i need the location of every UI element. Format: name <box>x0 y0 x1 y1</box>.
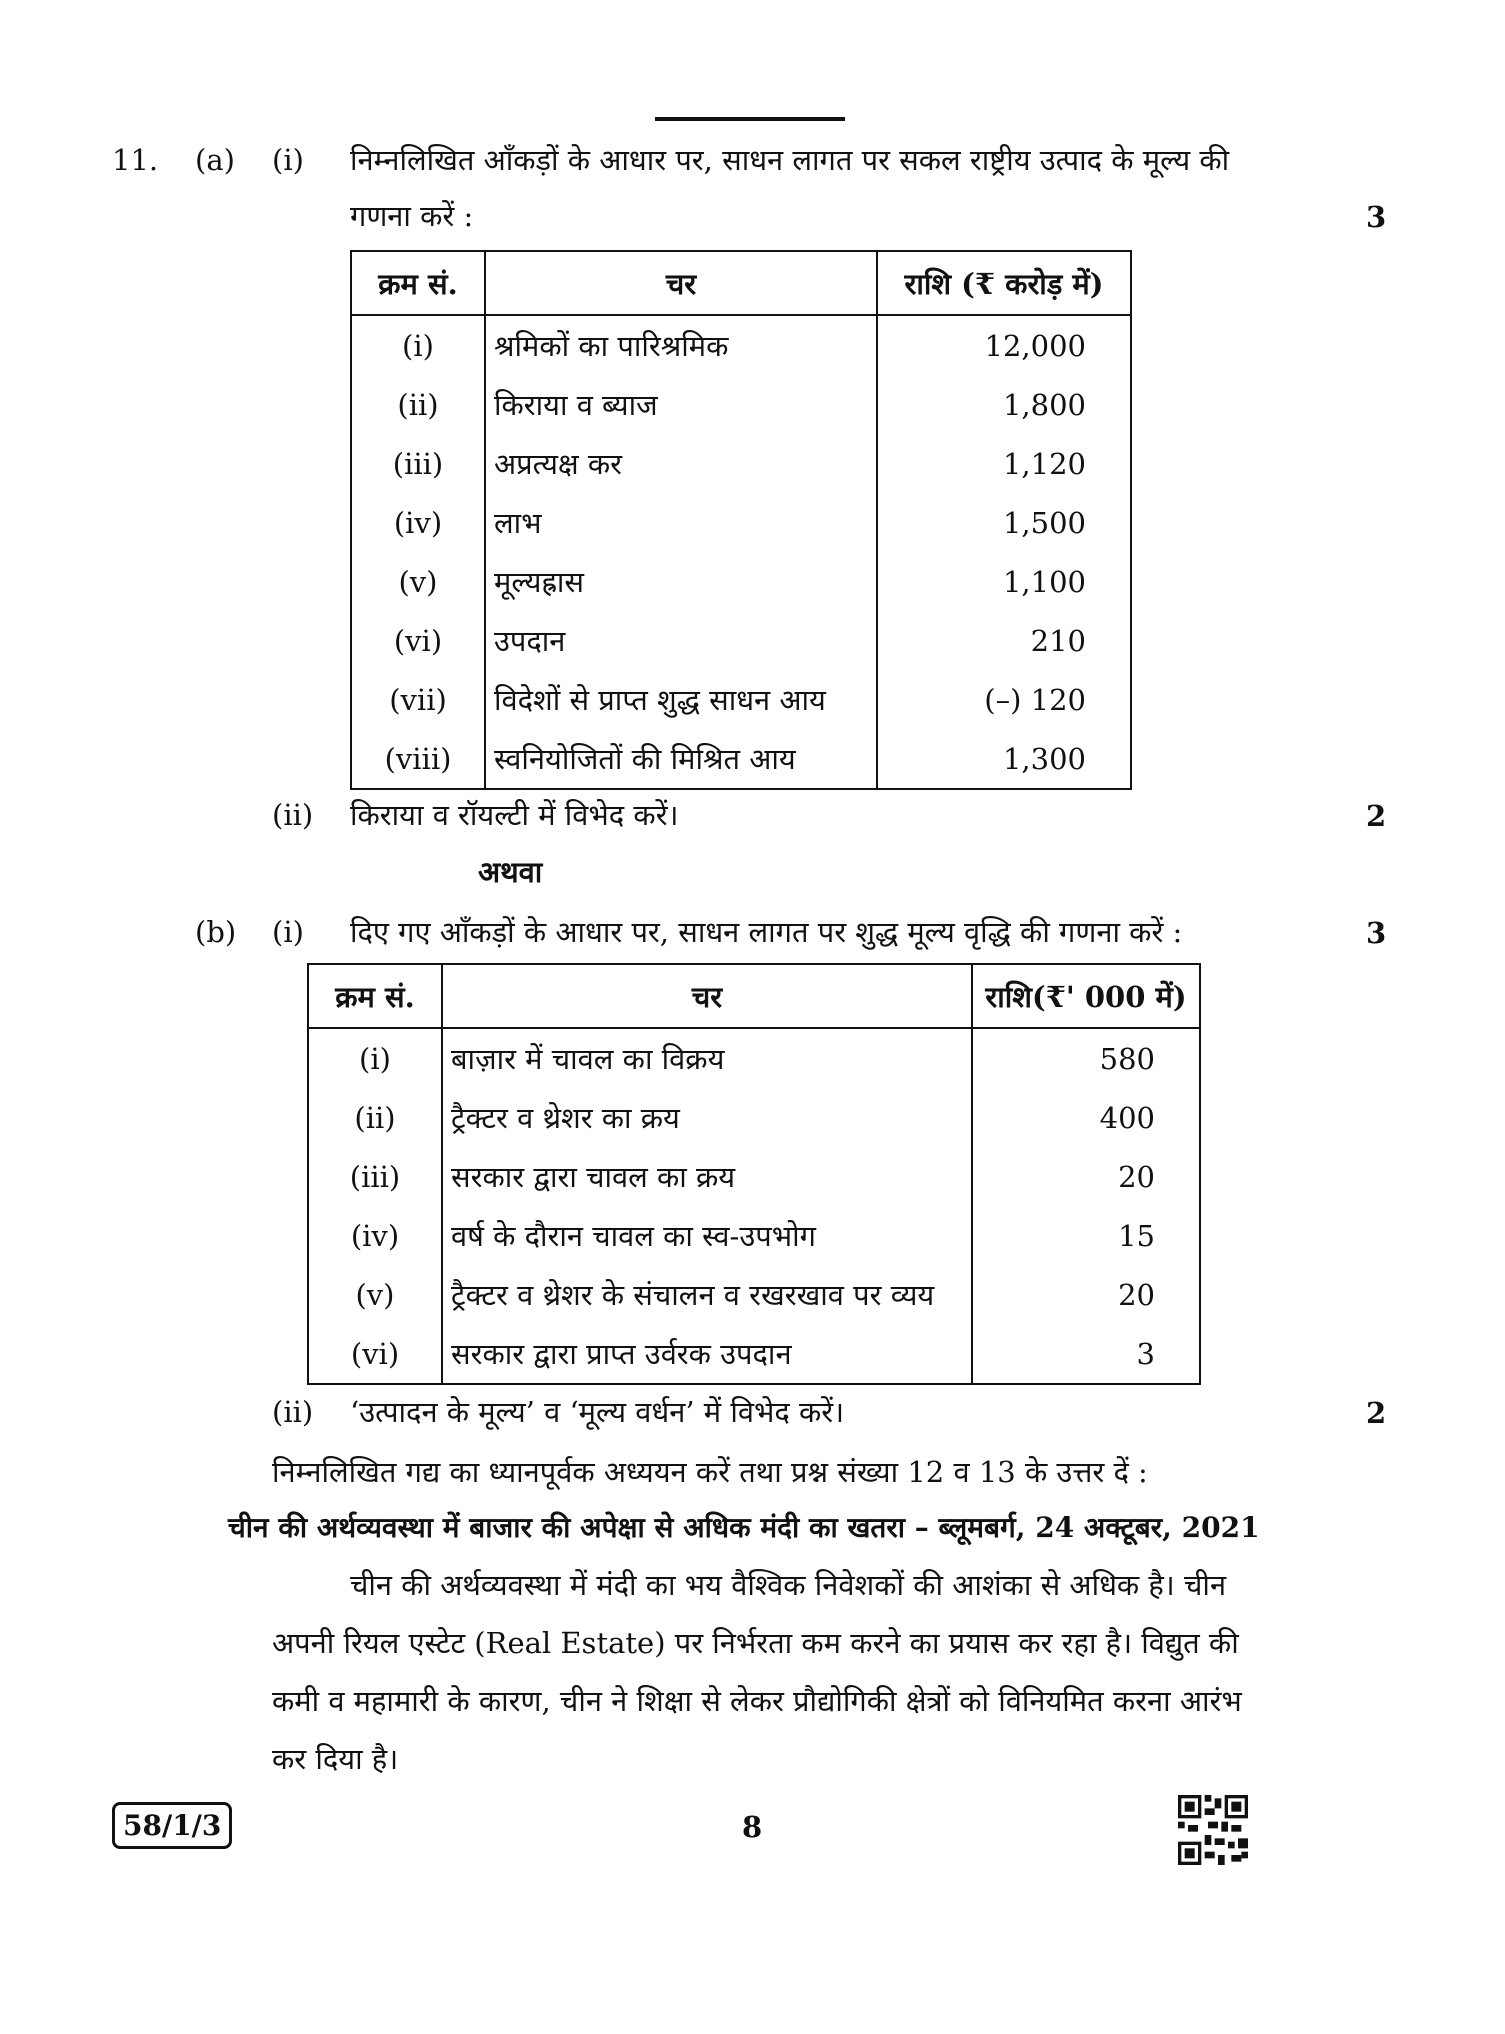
passage-line: चीन की अर्थव्यवस्था में मंदी का भय वैश्विक निवेशकों की आशंका से अधिक है। चीन <box>350 1568 1227 1602</box>
table-cell-serial: (i) <box>351 315 485 375</box>
table-row <box>308 1265 1200 1324</box>
table-cell-serial: (v) <box>308 1265 442 1324</box>
table-cell-amount: 580 <box>972 1028 1200 1088</box>
table-row <box>351 315 1131 375</box>
table-cell-serial: (iii) <box>351 434 485 493</box>
passage-body <box>272 1556 1312 1788</box>
table-row <box>351 552 1131 611</box>
table-cell-serial: (ii) <box>351 375 485 434</box>
table-cell-variable: ट्रैक्टर व थ्रेशर का क्रय <box>442 1088 972 1147</box>
table-row <box>351 670 1131 729</box>
table-cell-variable: वर्ष के दौरान चावल का स्व-उपभोग <box>442 1206 972 1265</box>
table-cell-serial: (i) <box>308 1028 442 1088</box>
table-cell-serial: (iii) <box>308 1147 442 1206</box>
table-cell-amount: 210 <box>877 611 1131 670</box>
table-row <box>308 1206 1200 1265</box>
table-cell-serial: (vi) <box>351 611 485 670</box>
table-cell-amount: 400 <box>972 1088 1200 1147</box>
table-cell-serial: (iv) <box>351 493 485 552</box>
data-table-a <box>350 250 1132 790</box>
table-cell-serial: (vi) <box>308 1324 442 1384</box>
marks-a-i: 3 <box>1366 200 1387 234</box>
table-cell-variable: सरकार द्वारा प्राप्त उर्वरक उपदान <box>442 1324 972 1384</box>
separator-line <box>655 117 845 121</box>
sub-i-b-label: (i) <box>272 915 304 949</box>
table-row <box>308 1088 1200 1147</box>
part-b-label: (b) <box>195 915 237 949</box>
table-row <box>351 493 1131 552</box>
qr-code-icon <box>1178 1795 1248 1865</box>
table-cell-amount: 3 <box>972 1324 1200 1384</box>
or-separator: अथवा <box>478 855 543 889</box>
table-cell-serial: (ii) <box>308 1088 442 1147</box>
table-header-row <box>351 251 1131 315</box>
question-a-i-text-line1: निम्नलिखित आँकड़ों के आधार पर, साधन लागत पर सकल राष्ट्रीय उत्पाद के मूल्य की <box>350 143 1230 177</box>
table-row <box>351 375 1131 434</box>
table-header-variable: चर <box>442 964 972 1028</box>
sub-ii-b-label: (ii) <box>272 1395 314 1429</box>
part-a-label: (a) <box>195 143 235 177</box>
table-cell-serial: (viii) <box>351 729 485 789</box>
table-cell-variable: स्वनियोजितों की मिश्रित आय <box>485 729 877 789</box>
table-cell-variable: ट्रैक्टर व थ्रेशर के संचालन व रखरखाव पर व्यय <box>442 1265 972 1324</box>
table-cell-variable: विदेशों से प्राप्त शुद्ध साधन आय <box>485 670 877 729</box>
table-cell-variable: मूल्यह्रास <box>485 552 877 611</box>
question-number: 11. <box>112 143 159 177</box>
table-cell-amount: 1,500 <box>877 493 1131 552</box>
table-cell-variable: लाभ <box>485 493 877 552</box>
table-row <box>351 434 1131 493</box>
table-header-variable: चर <box>485 251 877 315</box>
table-cell-serial: (v) <box>351 552 485 611</box>
table-cell-amount: 12,000 <box>877 315 1131 375</box>
table-row <box>351 611 1131 670</box>
passage-heading: चीन की अर्थव्यवस्था में बाजार की अपेक्षा से अधिक मंदी का खतरा – ब्लूमबर्ग, 24 अक्टूबर, 2021 <box>228 1511 1260 1544</box>
table-row <box>308 1147 1200 1206</box>
table-header-serial: क्रम सं. <box>308 964 442 1028</box>
table-cell-variable: श्रमिकों का पारिश्रमिक <box>485 315 877 375</box>
sub-ii-a-label: (ii) <box>272 798 314 832</box>
sub-i-label: (i) <box>272 143 304 177</box>
table-cell-amount: 1,800 <box>877 375 1131 434</box>
passage-line: कर दिया है। <box>272 1742 399 1776</box>
question-b-i-text: दिए गए आँकड़ों के आधार पर, साधन लागत पर शुद्ध मूल्य वृद्धि की गणना करें : <box>350 915 1183 949</box>
table-row <box>308 1324 1200 1384</box>
passage-line: अपनी रियल एस्टेट (Real Estate) पर निर्भरता कम करने का प्रयास कर रहा है। विद्युत की <box>272 1626 1239 1660</box>
table-header-amount: राशि(₹' 000 में) <box>972 964 1200 1028</box>
table-cell-variable: सरकार द्वारा चावल का क्रय <box>442 1147 972 1206</box>
table-cell-amount: 1,100 <box>877 552 1131 611</box>
data-table-b <box>307 963 1201 1385</box>
question-a-ii-text: किराया व रॉयल्टी में विभेद करें। <box>350 798 679 832</box>
passage-line: कमी व महामारी के कारण, चीन ने शिक्षा से लेकर प्रौद्योगिकी क्षेत्रों को विनियमित करना आरंभ <box>272 1684 1242 1718</box>
table-cell-variable: बाज़ार में चावल का विक्रय <box>442 1028 972 1088</box>
marks-b-i: 3 <box>1366 916 1387 950</box>
table-cell-amount: (–) 120 <box>877 670 1131 729</box>
table-row <box>351 729 1131 789</box>
table-cell-amount: 20 <box>972 1147 1200 1206</box>
table-cell-amount: 1,300 <box>877 729 1131 789</box>
table-row <box>308 1028 1200 1088</box>
table-cell-amount: 1,120 <box>877 434 1131 493</box>
question-a-i-text-line2: गणना करें : <box>350 199 474 233</box>
marks-b-ii: 2 <box>1366 1396 1387 1430</box>
table-cell-variable: अप्रत्यक्ष कर <box>485 434 877 493</box>
table-header-row <box>308 964 1200 1028</box>
table-cell-amount: 20 <box>972 1265 1200 1324</box>
table-header-amount: राशि (₹ करोड़ में) <box>877 251 1131 315</box>
table-cell-amount: 15 <box>972 1206 1200 1265</box>
page-number: 8 <box>742 1810 763 1844</box>
question-b-ii-text: ‘उत्पादन के मूल्य’ व ‘मूल्य वर्धन’ में विभेद करें। <box>350 1395 845 1429</box>
paper-code: 58/1/3 <box>112 1802 232 1849</box>
table-cell-variable: उपदान <box>485 611 877 670</box>
passage-instruction: निम्नलिखित गद्य का ध्यानपूर्वक अध्ययन करें तथा प्रश्न संख्या 12 व 13 के उत्तर दें : <box>272 1455 1148 1489</box>
table-cell-serial: (iv) <box>308 1206 442 1265</box>
table-cell-variable: किराया व ब्याज <box>485 375 877 434</box>
marks-a-ii: 2 <box>1366 799 1387 833</box>
table-header-serial: क्रम सं. <box>351 251 485 315</box>
table-cell-serial: (vii) <box>351 670 485 729</box>
